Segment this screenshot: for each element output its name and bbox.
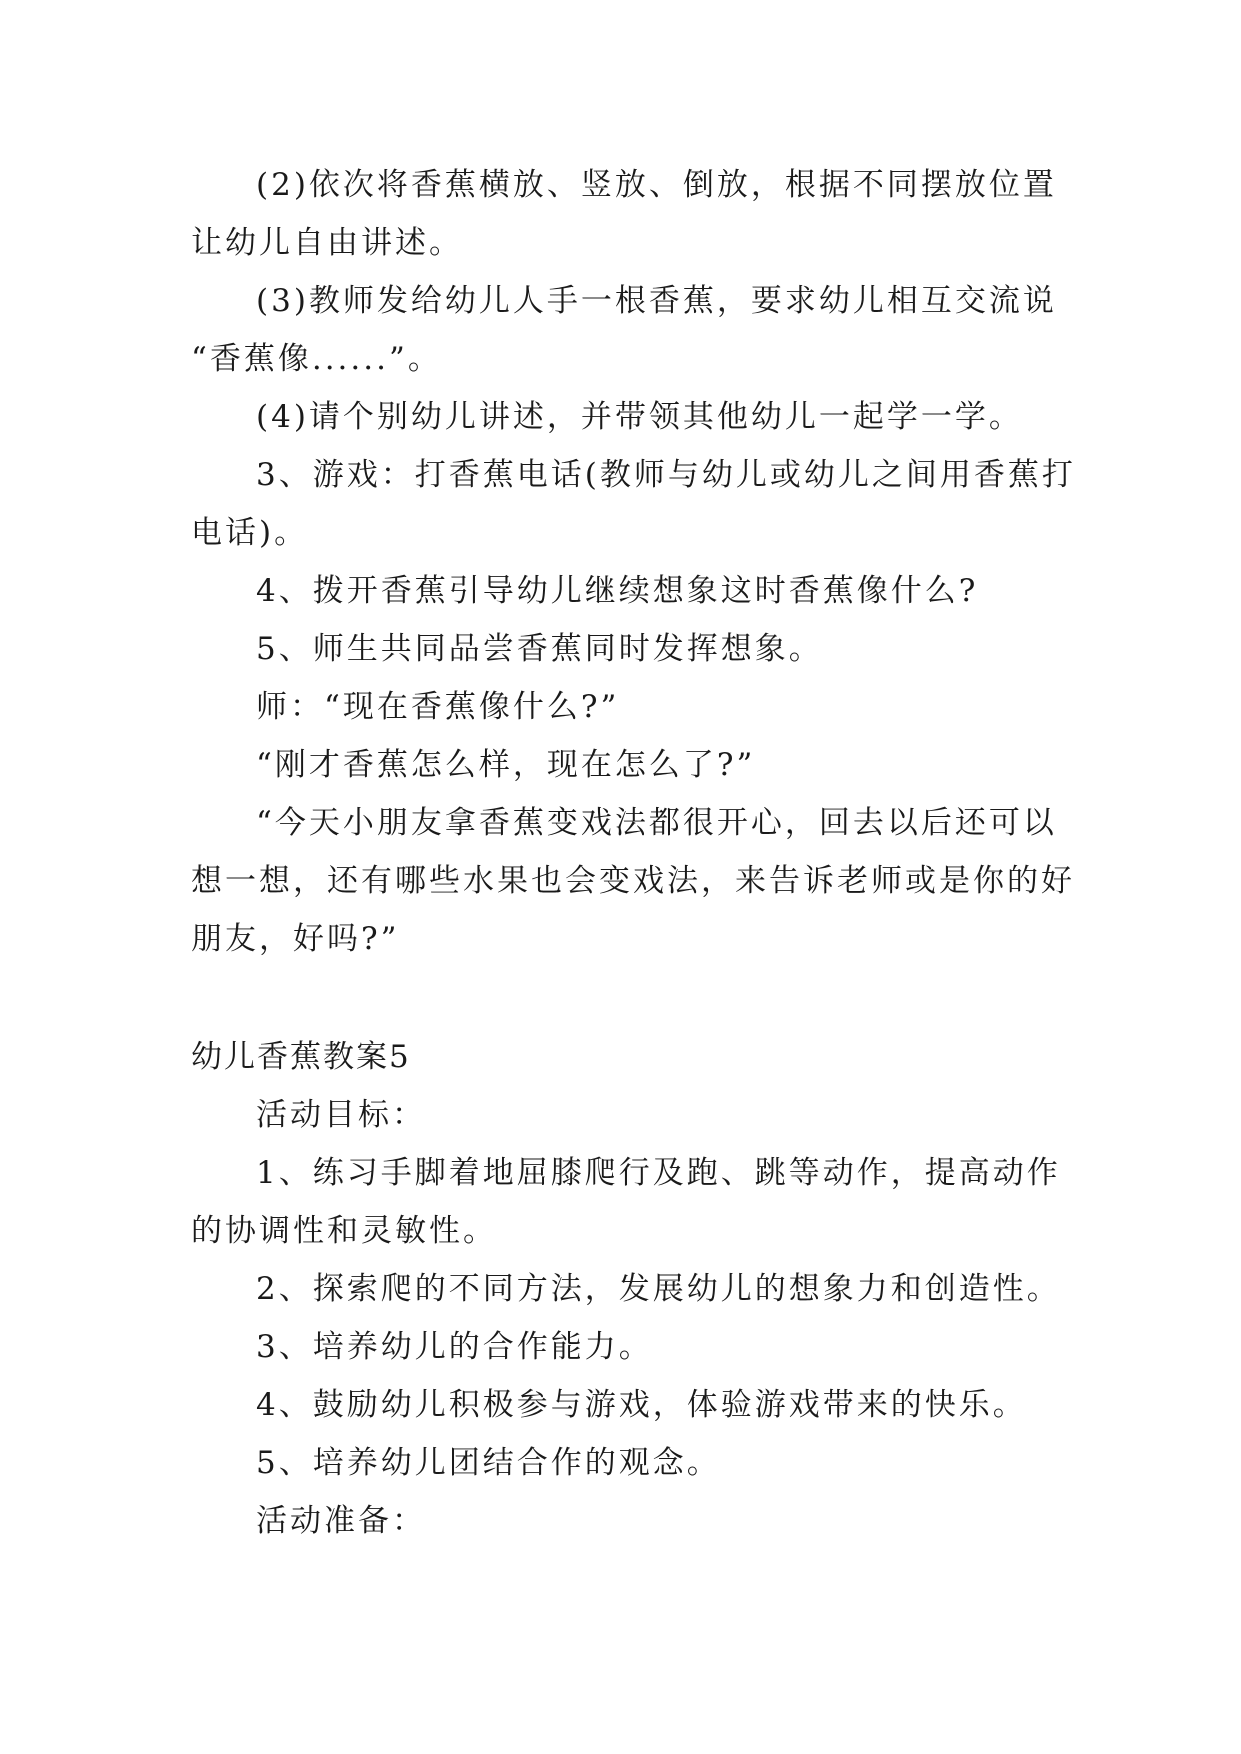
paragraph-line: 想一想，还有哪些水果也会变戏法，来告诉老师或是你的好	[191, 863, 1075, 899]
paragraph-line: “今天小朋友拿香蕉变戏法都很开心，回去以后还可以	[256, 805, 1057, 841]
paragraph-line: “香蕉像......”。	[191, 341, 442, 377]
paragraph-line: 5、培养幼儿团结合作的观念。	[256, 1445, 721, 1481]
paragraph-line: 师：“现在香蕉像什么?”	[256, 689, 620, 725]
paragraph-line: 3、培养幼儿的合作能力。	[256, 1329, 653, 1365]
paragraph-line: 3、游戏：打香蕉电话(教师与幼儿或幼儿之间用香蕉打	[256, 457, 1076, 493]
paragraph-line: 朋友，好吗?”	[191, 921, 400, 957]
paragraph-line: (3)教师发给幼儿人手一根香蕉，要求幼儿相互交流说	[256, 283, 1057, 319]
paragraph-line: 活动目标：	[256, 1097, 426, 1133]
paragraph-line: (4)请个别幼儿讲述，并带领其他幼儿一起学一学。	[256, 399, 1023, 435]
paragraph-line: “刚才香蕉怎么样，现在怎么了?”	[256, 747, 756, 783]
paragraph-line: 的协调性和灵敏性。	[191, 1213, 497, 1249]
paragraph-line: 4、鼓励幼儿积极参与游戏，体验游戏带来的快乐。	[256, 1387, 1027, 1423]
paragraph-line: 电话)。	[191, 515, 309, 551]
paragraph-line: 4、拨开香蕉引导幼儿继续想象这时香蕉像什么?	[256, 573, 979, 609]
paragraph-line: 活动准备：	[256, 1503, 426, 1539]
paragraph-line: 1、练习手脚着地屈膝爬行及跑、跳等动作，提高动作	[256, 1155, 1061, 1191]
section-title: 幼儿香蕉教案5	[191, 1039, 411, 1075]
paragraph-line: 让幼儿自由讲述。	[191, 225, 463, 261]
paragraph-line: 2、探索爬的不同方法，发展幼儿的想象力和创造性。	[256, 1271, 1061, 1307]
paragraph-line: (2)依次将香蕉横放、竖放、倒放，根据不同摆放位置	[256, 167, 1057, 203]
paragraph-line: 5、师生共同品尝香蕉同时发挥想象。	[256, 631, 823, 667]
